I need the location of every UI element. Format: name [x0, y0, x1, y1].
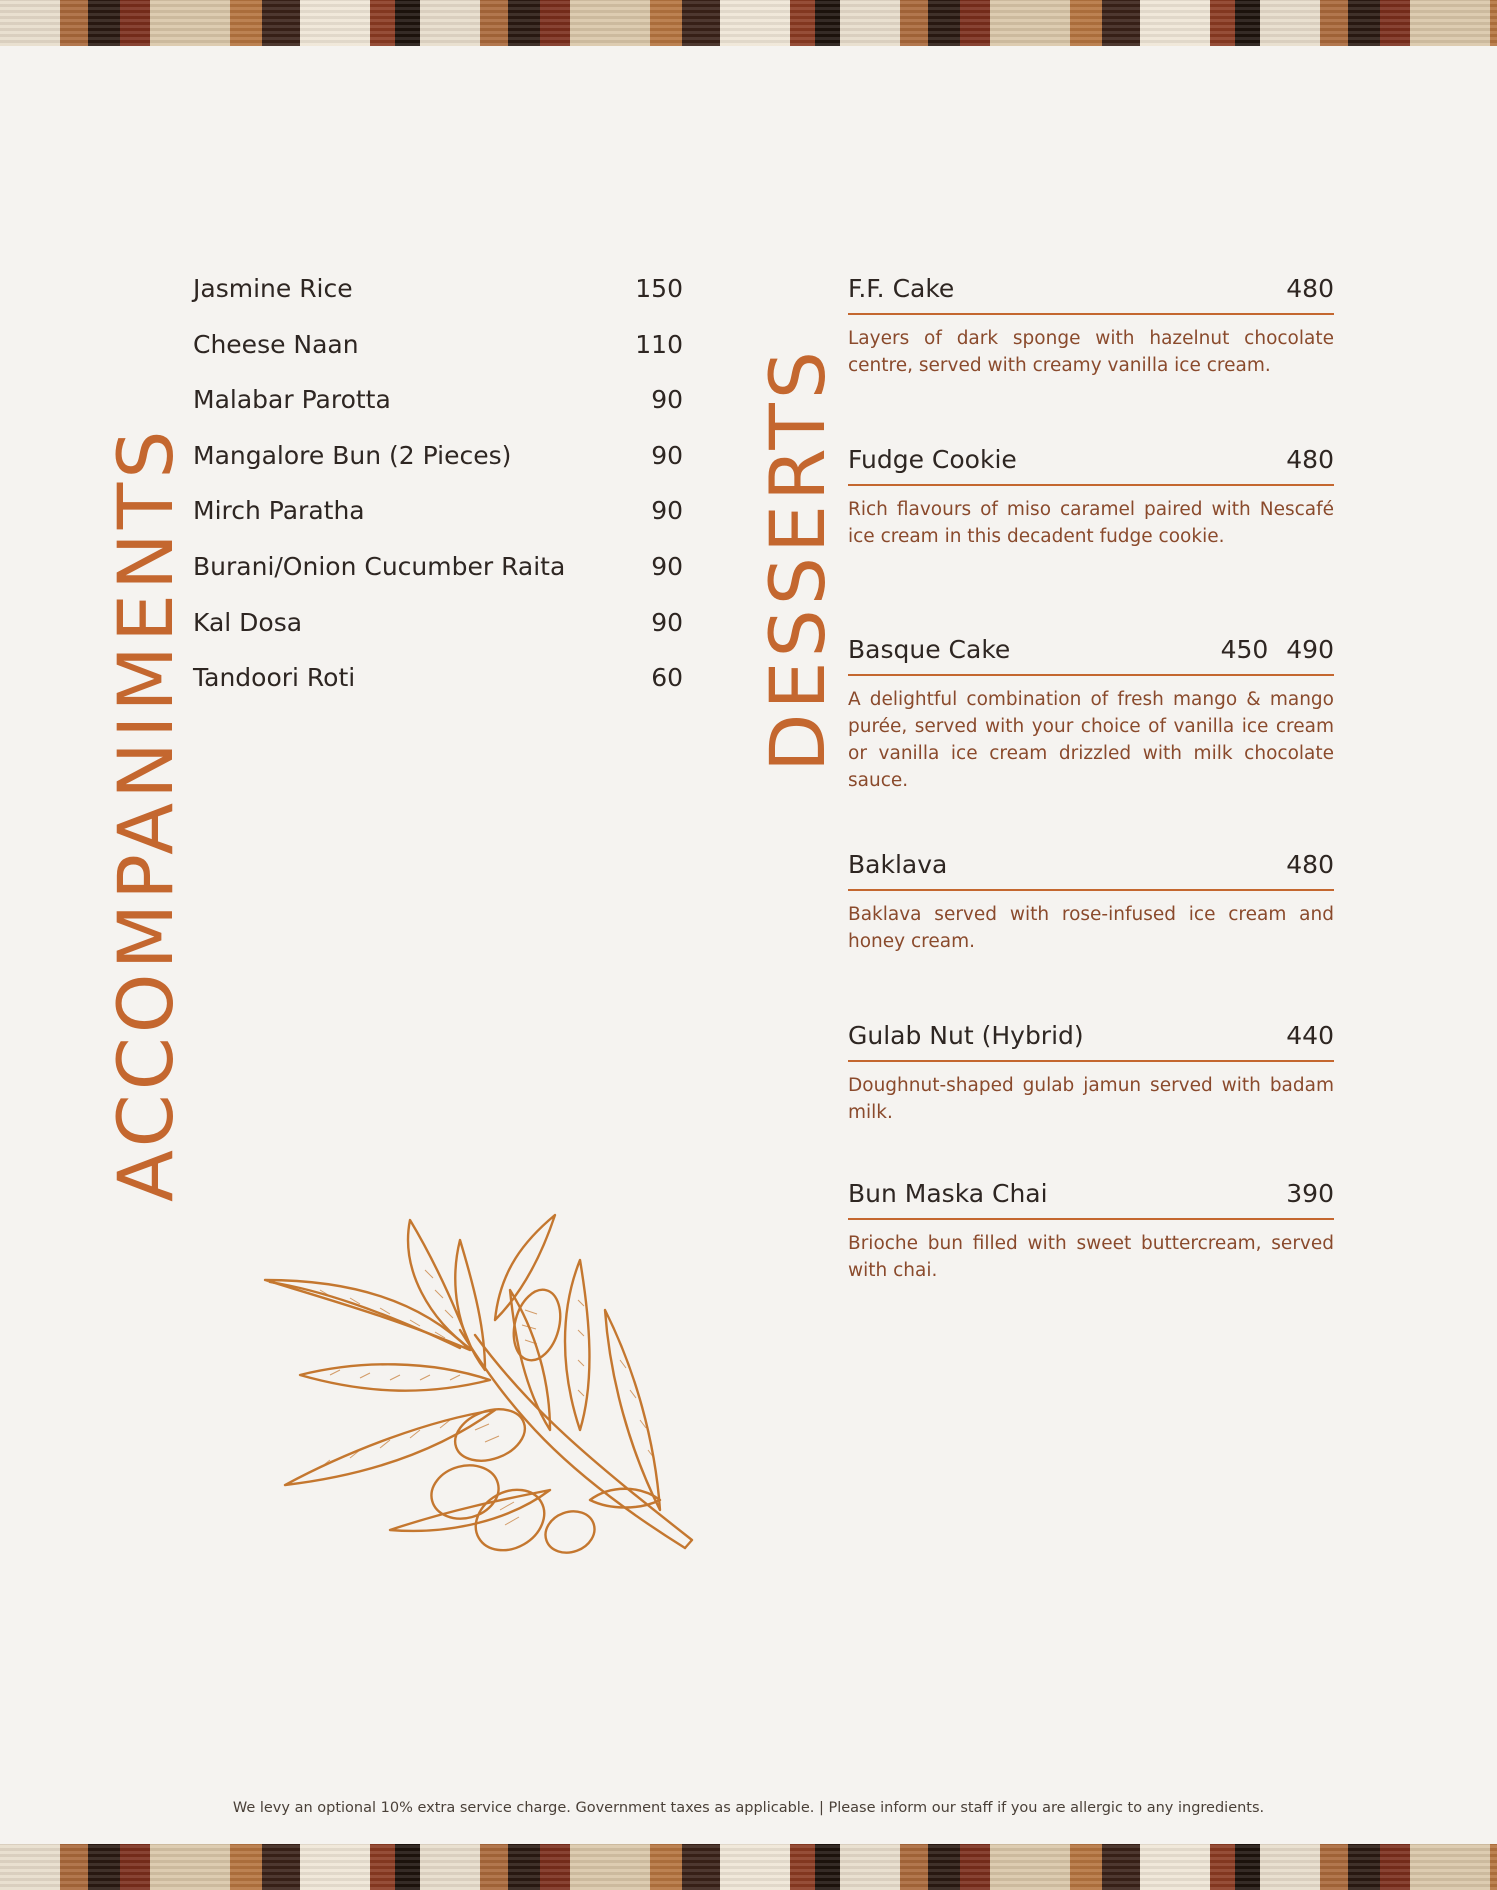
item-name: Mangalore Bun (2 Pieces) — [193, 440, 512, 470]
desserts-title: DESSERTS — [753, 347, 842, 772]
list-item — [193, 552, 683, 608]
dessert-description: Baklava served with rose-infused ice cream and honey cream. — [848, 904, 1334, 952]
dessert-price: 480 — [1286, 274, 1334, 303]
dessert-header — [848, 635, 1334, 676]
dessert-description: A delightful combination of fresh mango & mango purée, served with your choice of vanilla ice cream or vanilla ice cream drizzled with milk chocolate sauce. — [848, 689, 1334, 791]
dessert-price: 450 — [1220, 635, 1269, 664]
olive-branch-illustration — [260, 1210, 700, 1590]
footer-note: We levy an optional 10% extra service charge. Government taxes as applicable. | Please inform our staff if you are allergic to any ingredients. — [232, 1800, 1265, 1816]
dessert-name: Baklava — [848, 850, 948, 879]
dessert-item — [848, 850, 1334, 955]
item-price: 90 — [651, 551, 683, 581]
dessert-name: F.F. Cake — [848, 274, 955, 303]
item-name: Tandoori Roti — [193, 663, 356, 693]
bottom-pattern-border — [0, 1844, 1497, 1890]
dessert-name: Bun Maska Chai — [848, 1179, 1048, 1208]
dessert-description: Doughnut-shaped gulab jamun served with badam milk. — [848, 1075, 1334, 1123]
dessert-price: 480 — [1286, 850, 1334, 879]
list-item — [193, 274, 683, 330]
accompaniments-title: ACCOMPANIMENTS — [101, 426, 190, 1202]
dessert-item — [848, 1021, 1334, 1126]
item-name: Kal Dosa — [193, 607, 303, 637]
dessert-header — [848, 274, 1334, 315]
dessert-item — [848, 274, 1334, 379]
top-pattern-border — [0, 0, 1497, 46]
dessert-item — [848, 445, 1334, 550]
dessert-name: Basque Cake — [848, 635, 1011, 664]
item-name: Malabar Parotta — [193, 385, 391, 415]
item-price: 90 — [651, 440, 683, 470]
dessert-item — [848, 635, 1334, 794]
dessert-header — [848, 850, 1334, 891]
dessert-header — [848, 445, 1334, 486]
item-name: Cheese Naan — [193, 329, 359, 359]
dessert-item — [848, 1179, 1334, 1284]
list-item — [193, 496, 683, 552]
list-item — [193, 608, 683, 664]
item-price: 90 — [651, 607, 683, 637]
list-item — [193, 663, 683, 719]
item-name: Jasmine Rice — [193, 274, 353, 303]
item-name: Burani/Onion Cucumber Raita — [193, 551, 566, 581]
dessert-price: 440 — [1286, 1021, 1334, 1050]
dessert-price: 390 — [1286, 1179, 1334, 1208]
dessert-price: 480 — [1286, 445, 1334, 474]
item-price: 150 — [635, 274, 683, 303]
dessert-name: Gulab Nut (Hybrid) — [848, 1021, 1084, 1050]
dessert-description: Brioche bun filled with sweet buttercream, served with chai. — [848, 1233, 1334, 1281]
dessert-description: Rich flavours of miso caramel paired with Nescafé ice cream in this decadent fudge cookie. — [848, 499, 1334, 547]
dessert-price-alt: 490 — [1286, 635, 1334, 664]
dessert-header — [848, 1021, 1334, 1062]
dessert-header — [848, 1179, 1334, 1220]
accompaniments-list — [193, 274, 683, 719]
item-price: 60 — [651, 663, 683, 693]
list-item — [193, 385, 683, 441]
list-item — [193, 441, 683, 497]
dessert-name: Fudge Cookie — [848, 445, 1017, 474]
item-price: 90 — [651, 385, 683, 415]
item-name: Mirch Paratha — [193, 496, 365, 526]
item-price: 90 — [651, 496, 683, 526]
list-item — [193, 330, 683, 386]
item-price: 110 — [635, 329, 683, 359]
dessert-description: Layers of dark sponge with hazelnut chocolate centre, served with creamy vanilla ice cream. — [848, 328, 1334, 376]
